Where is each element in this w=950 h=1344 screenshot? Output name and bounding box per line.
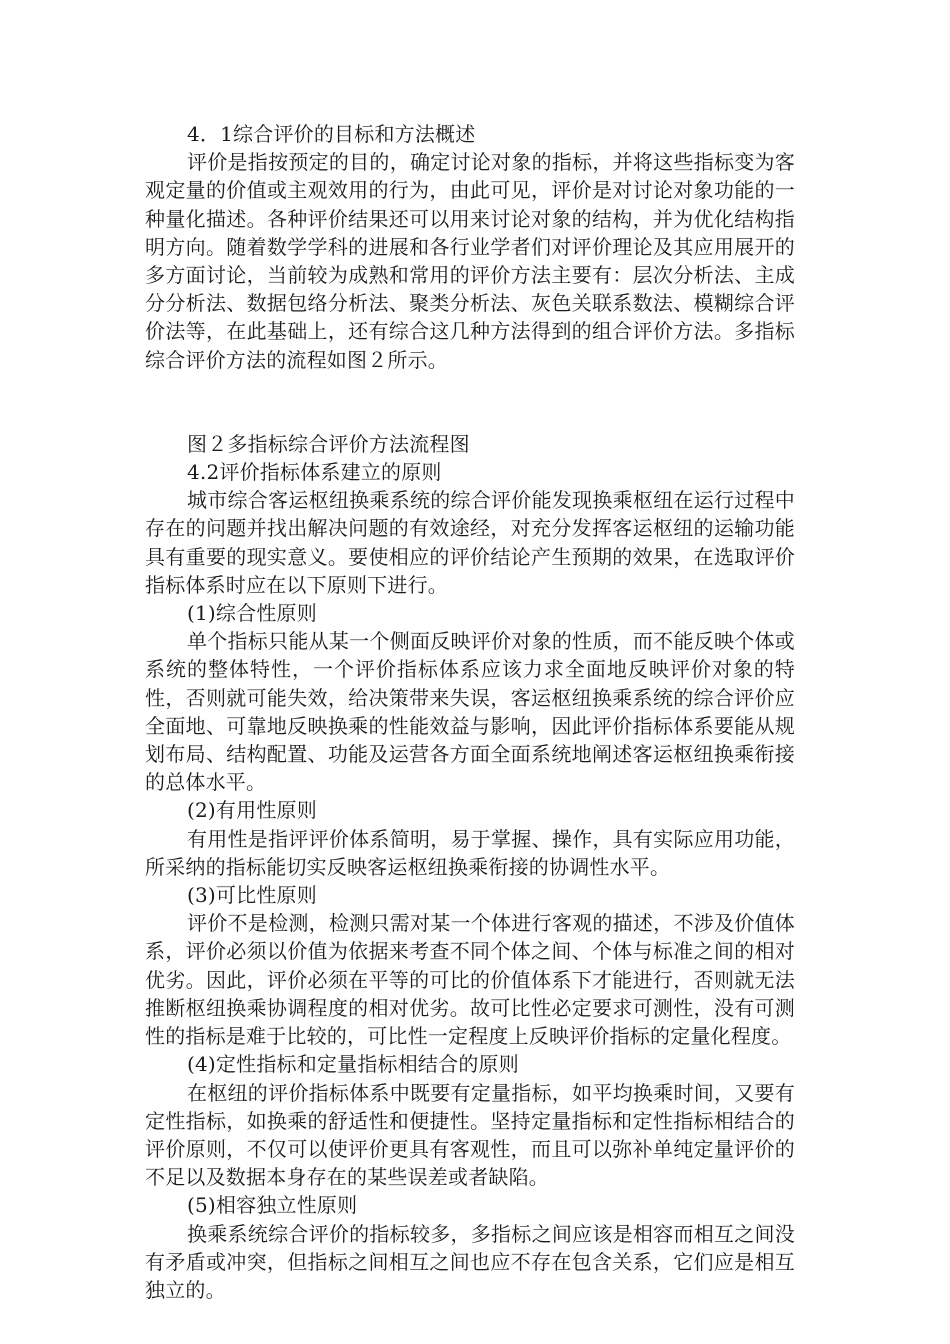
principle-4-body: 在枢纽的评价指标体系中既要有定量指标，如平均换乘时间，又要有定性指标，如换乘的舒适性和便捷性。坚持定量指标和定性指标相结合的评价原则，不仅可以使评价更具有客观性，而且可以弥补单纯定量评价的不足以及数据本身存在的某些误差或者缺陷。 [145, 1080, 795, 1190]
section-4-2-intro-paragraph: 城市综合客运枢纽换乘系统的综合评价能发现换乘枢纽在运行过程中存在的问题并找出解决问题的有效途经，对充分发挥客运枢纽的运输功能具有重要的现实意义。要使相应的评价结论产生预期的效果，在选取评价指标体系时应在以下原则下进行。 [145, 488, 795, 597]
section-4-1-paragraph: 评价是指按预定的目的，确定讨论对象的指标，并将这些指标变为客观定量的价值或主观效用的行为，由此可见，评价是对讨论对象功能的一种量化描述。各种评价结果还可以用来讨论对象的结构，并为优化结构指明方向。随着数学学科的进展和各行业学者们对评价理论及其应用展开的多方面讨论，当前较为成熟和常用的评价方法主要有：层次分析法、主成分分析法、数据包络分析法、聚类分析法、灰色关联系数法、模糊综合评价法等，在此基础上，还有综合这几种方法得到的组合评价方法。多指标综合评价方法的流程如图２所示。 [145, 150, 795, 372]
principle-3-title: (3)可比性原则 [187, 883, 317, 908]
principle-1-body: 单个指标只能从某一个侧面反映评价对象的性质，而不能反映个体或系统的整体特性，一个评价指标体系应该力求全面地反映评价对象的特性，否则就可能失效，给决策带来失误，客运枢纽换乘系统的综合评价应全面地、可靠地反映换乘的性能效益与影响，因此评价指标体系要能从规划布局、结构配置、功能及运营各方面全面系统地阐述客运枢纽换乘衔接的总体水平。 [145, 629, 795, 795]
principle-2-title: (2)有用性原则 [187, 798, 317, 823]
principle-4-title: (4)定性指标和定量指标相结合的原则 [187, 1052, 519, 1077]
principle-5-title: (5)相容独立性原则 [187, 1193, 358, 1218]
document-page [145, 120, 795, 1304]
principle-5-body: 换乘系统综合评价的指标较多，多指标之间应该是相容而相互之间没有矛盾或冲突，但指标之间相互之间也应不存在包含关系，它们应是相互独立的。 [145, 1221, 795, 1302]
figure-2-placeholder [145, 374, 795, 430]
principle-2-body: 有用性是指评评价体系简明，易于掌握、操作，具有实际应用功能，所采纳的指标能切实反映客运枢纽换乘衔接的协调性水平。 [145, 826, 795, 879]
principle-3-body: 评价不是检测，检测只需对某一个体进行客观的描述，不涉及价值体系，评价必须以价值为依据来考查不同个体之间、个体与标准之间的相对优劣。因此，评价必须在平等的可比的价值体系下才能进行，否则就无法推断枢纽换乘协调程度的相对优劣。故可比性必定要求可测性，没有可测性的指标是难于比较的，可比性一定程度上反映评价指标的定量化程度。 [145, 911, 795, 1049]
figure-2-caption: 图２多指标综合评价方法流程图 [187, 431, 470, 456]
section-4-2-heading: 4.2评价指标体系建立的原则 [187, 460, 442, 485]
section-4-1-heading: 4．1综合评价的目标和方法概述 [187, 122, 476, 146]
principle-1-title: (1)综合性原则 [187, 601, 317, 626]
